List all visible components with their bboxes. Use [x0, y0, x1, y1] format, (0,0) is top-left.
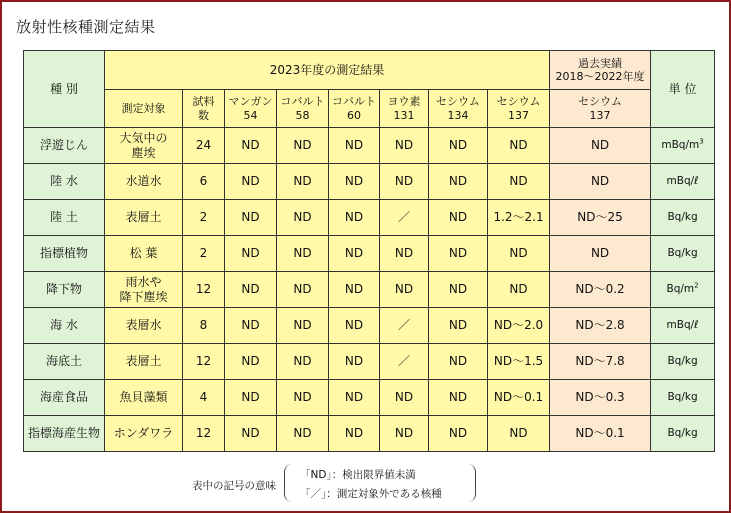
cell-samples: 2	[183, 236, 225, 272]
cell-target-line: 松 葉	[129, 246, 158, 261]
cell-target	[105, 344, 183, 380]
header-past-nuclide-name: セシウム	[578, 95, 622, 109]
legend-slash: 「／」：測定対象外である核種	[300, 488, 442, 500]
cell-value: ND	[277, 380, 329, 416]
cell-value: ND	[488, 272, 550, 308]
header-nuclide	[488, 90, 550, 128]
cell-value: ND	[225, 308, 277, 344]
cell-target-line: 水道水	[125, 174, 162, 189]
table-row	[24, 164, 715, 200]
cell-unit-text: Bq/kg	[667, 247, 698, 260]
header-samples-line2: 数	[198, 108, 209, 122]
header-nuclide-name: コバルト	[280, 95, 325, 109]
cell-unit-text: mBq/ℓ	[666, 319, 699, 332]
cell-past: ND～2.8	[550, 308, 651, 344]
cell-value: ／	[380, 344, 429, 380]
cell-value: ND	[329, 344, 380, 380]
header-nuclide-mass: 137	[508, 108, 530, 122]
cell-value: ND	[429, 272, 488, 308]
cell-value: ND	[380, 164, 429, 200]
cell-target	[105, 380, 183, 416]
cell-value: ND	[329, 164, 380, 200]
cell-value: ND	[429, 128, 488, 164]
results-table-wrap	[23, 50, 714, 452]
header-nuclide-mass: 60	[347, 108, 361, 122]
cell-value: ND	[429, 416, 488, 452]
cell-value: ND	[429, 236, 488, 272]
header-nuclide-mass: 58	[295, 108, 310, 122]
cell-unit	[651, 236, 715, 272]
header-nuclide	[380, 90, 429, 128]
cell-value: ND	[277, 308, 329, 344]
cell-value: ND	[329, 380, 380, 416]
cell-value: ND	[225, 128, 277, 164]
cell-unit-text: Bq/kg	[667, 355, 698, 368]
cell-past: ND～25	[550, 200, 651, 236]
cell-target	[105, 272, 183, 308]
cell-kind: 浮遊じん	[24, 128, 105, 164]
table-body	[24, 128, 715, 452]
cell-value: ND	[329, 416, 380, 452]
cell-unit-text: Bq/kg	[667, 427, 698, 440]
cell-target	[105, 236, 183, 272]
cell-value: ND	[277, 128, 329, 164]
cell-unit-text: Bq/m	[666, 283, 695, 296]
header-nuclide-mass: 131	[393, 108, 415, 122]
cell-value: ND	[225, 380, 277, 416]
cell-value: ND	[429, 344, 488, 380]
table-row	[24, 344, 715, 380]
cell-value: ND	[225, 344, 277, 380]
header-nuclide-name: ヨウ素	[387, 95, 421, 109]
page-title: 放射性核種測定結果	[16, 18, 156, 36]
cell-value: ND	[429, 200, 488, 236]
cell-value: ND	[429, 380, 488, 416]
cell-samples: 2	[183, 200, 225, 236]
table-row	[24, 416, 715, 452]
cell-value: ND～0.1	[488, 380, 550, 416]
cell-target	[105, 200, 183, 236]
cell-unit	[651, 416, 715, 452]
cell-target	[105, 128, 183, 164]
cell-unit	[651, 128, 715, 164]
cell-value: ND	[380, 236, 429, 272]
cell-value: ND	[488, 416, 550, 452]
table-row	[24, 308, 715, 344]
cell-value: ND	[329, 200, 380, 236]
cell-unit	[651, 308, 715, 344]
cell-samples: 8	[183, 308, 225, 344]
cell-samples: 12	[183, 416, 225, 452]
header-nuclide-name: マンガン	[228, 95, 273, 109]
cell-unit-text: mBq/m	[661, 139, 700, 152]
cell-target-line: ホンダワラ	[113, 426, 174, 441]
cell-past: ND	[550, 164, 651, 200]
cell-kind: 降下物	[24, 272, 105, 308]
cell-value: ND	[225, 164, 277, 200]
cell-target-line: 塵埃	[131, 145, 156, 160]
legend-nd: 「ND」：検出限界値未満	[300, 469, 416, 481]
cell-past: ND～0.1	[550, 416, 651, 452]
cell-unit-text: Bq/kg	[667, 391, 698, 404]
header-past-nuclide	[550, 90, 651, 128]
cell-unit-text: mBq/ℓ	[666, 175, 699, 188]
cell-value: ND	[329, 236, 380, 272]
header-nuclide-name: コバルト	[332, 95, 376, 109]
cell-value: ND	[277, 272, 329, 308]
cell-unit	[651, 200, 715, 236]
cell-value: ND～1.5	[488, 344, 550, 380]
cell-kind: 指標植物	[24, 236, 105, 272]
cell-value: ND～2.0	[488, 308, 550, 344]
cell-unit	[651, 164, 715, 200]
cell-past: ND～0.3	[550, 380, 651, 416]
cell-value: ND	[277, 236, 329, 272]
cell-past: ND	[550, 236, 651, 272]
cell-value: ND	[329, 128, 380, 164]
results-table	[23, 50, 715, 452]
cell-kind: 海底土	[24, 344, 105, 380]
cell-value: ND	[429, 308, 488, 344]
header-samples	[183, 90, 225, 128]
cell-unit	[651, 344, 715, 380]
cell-value: ND	[380, 272, 429, 308]
table-row	[24, 272, 715, 308]
legend-bracket	[284, 464, 476, 502]
cell-samples: 12	[183, 344, 225, 380]
cell-value: ND	[380, 380, 429, 416]
cell-kind: 指標海産生物	[24, 416, 105, 452]
table-row	[24, 236, 715, 272]
cell-kind: 海産食品	[24, 380, 105, 416]
cell-value: ND	[488, 128, 550, 164]
table-row	[24, 200, 715, 236]
cell-target-line: 大気中の	[119, 131, 168, 146]
cell-target-line: 表層水	[125, 318, 162, 333]
cell-unit-text: Bq/kg	[667, 211, 698, 224]
cell-unit-sup: 3	[699, 137, 704, 146]
cell-kind: 陸 土	[24, 200, 105, 236]
header-samples-line1: 試料	[192, 95, 215, 109]
cell-samples: 4	[183, 380, 225, 416]
cell-unit	[651, 272, 715, 308]
cell-value: ND	[329, 308, 380, 344]
cell-value: ND	[488, 236, 550, 272]
cell-value: ND	[277, 416, 329, 452]
cell-samples: 24	[183, 128, 225, 164]
cell-value: 1.2～2.1	[488, 200, 550, 236]
cell-unit-sup: 2	[694, 281, 699, 290]
header-nuclide	[429, 90, 488, 128]
cell-target	[105, 416, 183, 452]
cell-value: ND	[329, 272, 380, 308]
cell-value: ND	[277, 200, 329, 236]
cell-target-line: 表層土	[125, 354, 162, 369]
cell-target	[105, 308, 183, 344]
cell-value: ND	[380, 128, 429, 164]
cell-value: ND	[277, 164, 329, 200]
cell-target-line: 表層土	[125, 210, 162, 225]
header-target: 測定対象	[105, 90, 183, 128]
cell-value: ND	[225, 272, 277, 308]
cell-value: ND	[488, 164, 550, 200]
cell-kind: 海 水	[24, 308, 105, 344]
header-nuclide	[225, 90, 277, 128]
header-current-results: 2023年度の測定結果	[105, 51, 550, 90]
header-nuclide	[329, 90, 380, 128]
cell-value: ND	[380, 416, 429, 452]
cell-target-line: 降下塵埃	[119, 289, 168, 304]
legend-label: 表中の記号の意味	[192, 480, 276, 492]
cell-target-line: 雨水や	[125, 275, 162, 290]
cell-value: ND	[429, 164, 488, 200]
cell-value: ND	[225, 200, 277, 236]
table-row	[24, 128, 715, 164]
cell-target	[105, 164, 183, 200]
cell-value: ND	[225, 236, 277, 272]
cell-past: ND～0.2	[550, 272, 651, 308]
cell-value: ／	[380, 200, 429, 236]
header-past-results-line2: 2018～2022年度	[555, 70, 645, 83]
nuclide-header-row	[24, 90, 715, 128]
cell-target-line: 魚貝藻類	[119, 390, 168, 405]
header-past-results-line1: 過去実績	[578, 56, 623, 70]
cell-samples: 6	[183, 164, 225, 200]
header-nuclide-name: セシウム	[496, 95, 541, 109]
cell-samples: 12	[183, 272, 225, 308]
header-unit: 単 位	[651, 51, 715, 128]
cell-value: ND	[277, 344, 329, 380]
cell-unit	[651, 380, 715, 416]
cell-value: ND	[225, 416, 277, 452]
cell-value: ／	[380, 308, 429, 344]
header-nuclide-mass: 134	[447, 108, 469, 122]
cell-past: ND～7.8	[550, 344, 651, 380]
header-nuclide-mass: 54	[243, 108, 258, 122]
cell-past: ND	[550, 128, 651, 164]
header-past-nuclide-mass: 137	[589, 108, 611, 122]
header-past-results	[550, 51, 651, 90]
header-nuclide	[277, 90, 329, 128]
header-nuclide-name: セシウム	[436, 95, 480, 109]
table-row	[24, 380, 715, 416]
header-kind: 種 別	[24, 51, 105, 128]
cell-kind: 陸 水	[24, 164, 105, 200]
